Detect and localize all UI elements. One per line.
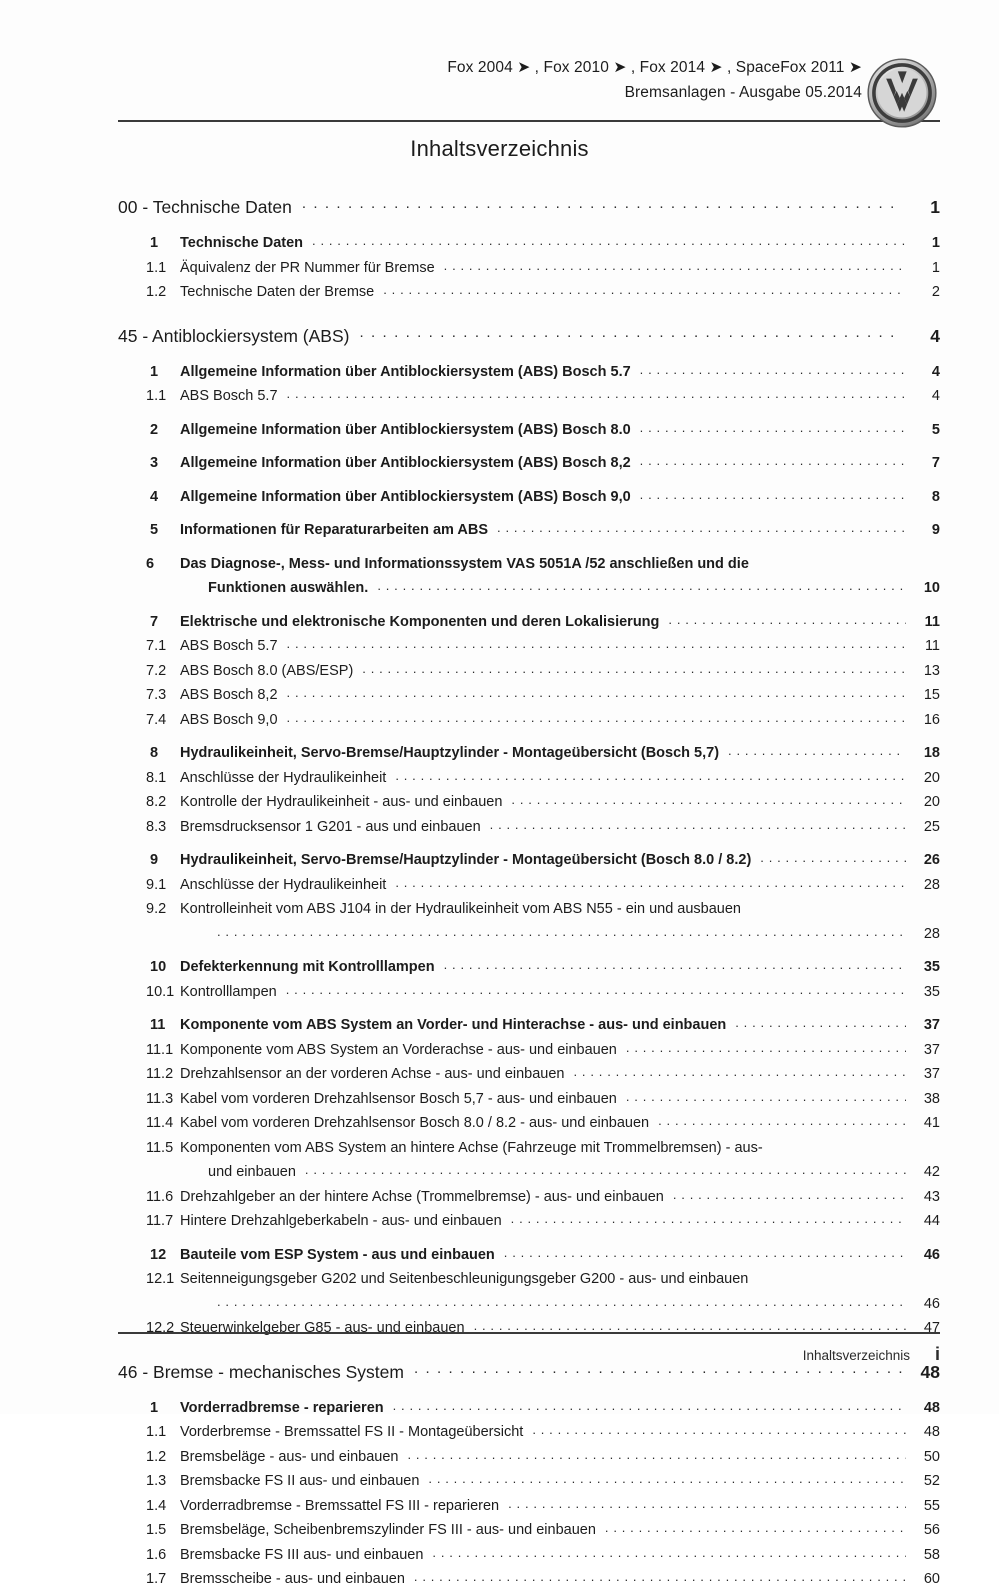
- toc-entry-page: 38: [923, 1090, 940, 1107]
- toc-entry-title: Kontrolllampen: [180, 983, 277, 1000]
- toc-entry-title-cont: Funktionen auswählen.: [208, 580, 369, 596]
- toc-entry-page: 4: [931, 363, 940, 380]
- toc-entry-number: 11.1: [146, 1041, 174, 1058]
- toc-entry-page: 52: [923, 1473, 940, 1489]
- toc-entry-title: Drehzahlsensor an der vorderen Achse - aus- und einbauen: [180, 1066, 565, 1082]
- toc-entry-number: 1: [150, 1399, 159, 1416]
- dot-leader: [305, 1170, 906, 1185]
- dot-leader: [735, 1023, 906, 1038]
- dot-leader: [504, 1253, 906, 1268]
- page-header: [118, 55, 940, 123]
- toc-entry-page: 56: [923, 1522, 940, 1538]
- toc-entry-title: Drehzahlgeber an der hintere Achse (Trommelbremse) - aus- und einbauen: [180, 1188, 664, 1205]
- header-models: Fox 2004 ➤ , Fox 2010 ➤ , Fox 2014 ➤ , SpaceFox 2011 ➤: [447, 59, 862, 76]
- toc-entry-number: 6: [146, 555, 155, 572]
- toc-entry-number: 9.1: [146, 876, 167, 893]
- toc-entry-number: 10.1: [146, 983, 175, 1000]
- toc-entry-number: 1.3: [146, 1473, 167, 1489]
- toc-entry-page: 50: [923, 1448, 940, 1465]
- toc-entry-number: 9.2: [146, 901, 167, 917]
- toc-entry[interactable]: [118, 1087, 940, 1112]
- dot-leader: [428, 1479, 906, 1494]
- toc-entry-number: 11.4: [146, 1115, 174, 1131]
- toc-entry-page: 1: [931, 235, 940, 251]
- toc-entry-page: 13: [923, 662, 940, 679]
- toc-entry-number: 1.1: [146, 259, 167, 276]
- toc-entry-number: 11.6: [146, 1188, 174, 1205]
- dot-leader: [287, 644, 906, 659]
- dot-leader: [287, 693, 906, 708]
- toc-entry[interactable]: [118, 980, 940, 1005]
- toc-entry-number: 1.4: [146, 1497, 167, 1514]
- toc-entry-page: 18: [923, 745, 940, 761]
- toc-entry[interactable]: [118, 1038, 940, 1063]
- toc-entry-number: 1.1: [146, 1424, 167, 1440]
- toc-entry-number: 8: [150, 745, 159, 761]
- dot-leader: [414, 1369, 902, 1387]
- toc-entry-number: 4: [150, 488, 159, 505]
- toc-entry-title: Steuerwinkelgeber G85 - aus- und einbauen: [180, 1320, 465, 1336]
- toc-section-page: 1: [930, 197, 940, 217]
- toc-entry[interactable]: [118, 1445, 940, 1470]
- dot-leader: [377, 586, 906, 601]
- toc-entry[interactable]: [118, 1267, 940, 1316]
- toc-entry-number: 7: [150, 613, 159, 630]
- toc-entry[interactable]: [118, 955, 940, 980]
- toc-entry[interactable]: [118, 256, 940, 281]
- dot-leader: [444, 266, 906, 281]
- toc-entry-page: 11: [924, 638, 940, 654]
- toc-entry-title: Kontrolle der Hydraulikeinheit - aus- und einbauen: [180, 794, 503, 810]
- dot-leader: [362, 669, 906, 684]
- header-model-line: [118, 55, 940, 105]
- toc-entry[interactable]: [118, 1494, 940, 1519]
- dot-leader: [217, 1302, 906, 1317]
- page-title: Inhaltsverzeichnis: [410, 136, 589, 161]
- toc-entry-number: 1.2: [146, 1448, 167, 1465]
- dot-leader: [444, 965, 906, 980]
- footer-divider: [118, 1332, 940, 1334]
- toc-entry-title: Bremsbacke FS II aus- und einbauen: [180, 1473, 420, 1489]
- toc-entry-number: 11.5: [146, 1139, 174, 1156]
- toc-entry-page: 5: [931, 421, 940, 438]
- toc-entry[interactable]: [118, 610, 940, 635]
- toc-entry[interactable]: [118, 634, 940, 659]
- toc-entry-title: Hintere Drehzahlgeberkabeln - aus- und einbauen: [180, 1213, 502, 1229]
- toc-entry-page: 46: [923, 1246, 940, 1263]
- toc-entry[interactable]: [118, 1396, 940, 1421]
- toc-entry-page: 35: [923, 959, 940, 975]
- toc-section-heading[interactable]: [118, 321, 940, 351]
- toc-entry-page: 16: [923, 711, 940, 728]
- toc-entry-number: 12.1: [146, 1271, 175, 1287]
- dot-leader: [302, 205, 902, 223]
- toc-entry-number: 12.2: [146, 1320, 175, 1336]
- toc-entry-page: 11: [924, 613, 940, 630]
- toc-entry[interactable]: [118, 280, 940, 305]
- toc-entry[interactable]: [118, 1567, 940, 1592]
- toc-entry-page: 25: [923, 818, 940, 835]
- table-of-contents: [118, 192, 940, 1592]
- toc-entry-title-cont: und einbauen: [208, 1164, 296, 1180]
- dot-leader: [312, 241, 906, 256]
- toc-entry[interactable]: [118, 485, 940, 510]
- dot-leader: [640, 495, 906, 510]
- toc-section-label: 45 - Antiblockiersystem (ABS): [118, 325, 350, 346]
- toc-entry-title: ABS Bosch 5.7: [180, 388, 278, 404]
- toc-entry-title: ABS Bosch 5.7: [180, 638, 278, 654]
- dot-leader: [490, 825, 906, 840]
- toc-entry-number: 11: [150, 1017, 166, 1033]
- toc-entry-title: Äquivalenz der PR Nummer für Bremse: [180, 259, 435, 276]
- toc-entry-number: 2: [150, 421, 159, 438]
- toc-entry-number: 7.2: [146, 662, 167, 679]
- toc-entry[interactable]: [118, 1136, 940, 1185]
- toc-entry[interactable]: [118, 1185, 940, 1210]
- toc-entry-page: 26: [923, 852, 940, 868]
- toc-entry[interactable]: [118, 708, 940, 733]
- toc-entry[interactable]: [118, 1420, 940, 1445]
- toc-entry-number: 1.1: [146, 388, 167, 404]
- toc-entry-page: 37: [923, 1017, 940, 1033]
- dot-leader: [760, 858, 906, 873]
- toc-entry-number: 3: [150, 455, 159, 471]
- toc-entry-page: 20: [923, 769, 940, 786]
- toc-entry-title: Allgemeine Information über Antiblockiersystem (ABS) Bosch 8,2: [180, 455, 631, 471]
- dot-leader: [217, 932, 906, 947]
- dot-leader: [287, 718, 906, 733]
- toc-entry-page: 9: [931, 522, 940, 538]
- toc-section-page: 48: [920, 1361, 940, 1382]
- toc-entry-title: Bremsbeläge, Scheibenbremszylinder FS III - aus- und einbauen: [180, 1522, 596, 1538]
- toc-section-label: 46 - Bremse - mechanisches System: [118, 1361, 404, 1382]
- toc-entry-title: Technische Daten der Bremse: [180, 284, 375, 300]
- toc-entry-title: Kabel vom vorderen Drehzahlsensor Bosch 5,7 - aus- und einbauen: [180, 1090, 617, 1107]
- header-divider: [118, 120, 940, 122]
- toc-entry-number: 1: [150, 363, 159, 380]
- toc-entry[interactable]: [118, 418, 940, 443]
- toc-entry-number: 1.6: [146, 1546, 167, 1563]
- toc-entry[interactable]: [118, 518, 940, 543]
- toc-entry[interactable]: [118, 1316, 940, 1341]
- toc-entry-title: Elektrische und elektronische Komponenten und deren Lokalisierung: [180, 613, 660, 630]
- toc-entry-page: 48: [923, 1424, 940, 1440]
- toc-entry[interactable]: [118, 360, 940, 385]
- toc-entry-number: 12: [150, 1246, 167, 1263]
- toc-entry-title: Anschlüsse der Hydraulikeinheit: [180, 876, 387, 893]
- toc-entry-title: Kontrolleinheit vom ABS J104 in der Hydraulikeinheit vom ABS N55 - ein und ausbauen: [180, 901, 741, 917]
- toc-entry-title: Bremsbeläge - aus- und einbauen: [180, 1448, 399, 1465]
- footer-label: Inhaltsverzeichnis: [802, 1348, 910, 1363]
- dot-leader: [286, 990, 906, 1005]
- toc-entry-page: 7: [931, 455, 940, 471]
- toc-entry-title: Bremsdrucksensor 1 G201 - aus und einbauen: [180, 818, 481, 835]
- toc-entry-page: 46: [923, 1295, 940, 1312]
- dot-leader: [432, 1553, 906, 1568]
- toc-entry-title: ABS Bosch 8,2: [180, 687, 278, 703]
- dot-leader: [574, 1072, 907, 1087]
- toc-entry-page: 47: [923, 1320, 940, 1336]
- dot-leader: [728, 751, 906, 766]
- toc-entry[interactable]: [118, 897, 940, 946]
- toc-entry-page: 1: [931, 259, 940, 276]
- dot-leader: [395, 883, 906, 898]
- toc-entry[interactable]: [118, 231, 940, 256]
- toc-entry-page: 8: [931, 488, 940, 505]
- toc-entry[interactable]: [118, 384, 940, 409]
- toc-entry[interactable]: [118, 659, 940, 684]
- toc-entry-page: 35: [923, 983, 940, 1000]
- toc-entry-page: 10: [923, 580, 940, 596]
- toc-entry-number: 1: [150, 235, 159, 251]
- toc-entry[interactable]: [118, 1209, 940, 1234]
- toc-entry-title: ABS Bosch 8.0 (ABS/ESP): [180, 662, 354, 679]
- toc-entry[interactable]: [118, 1243, 940, 1268]
- dot-leader: [626, 1048, 906, 1063]
- toc-entry-page: 60: [923, 1571, 940, 1587]
- dot-leader: [640, 461, 906, 476]
- page-footer: [118, 1344, 940, 1365]
- toc-entry-number: 11.2: [146, 1066, 174, 1082]
- toc-entry-page: 55: [923, 1497, 940, 1514]
- toc-entry-title: Anschlüsse der Hydraulikeinheit: [180, 769, 387, 786]
- toc-entry-number: 9: [150, 852, 159, 868]
- toc-entry-number: 1.5: [146, 1522, 167, 1538]
- toc-entry-page: 37: [923, 1041, 940, 1058]
- toc-entry-number: 10: [150, 959, 167, 975]
- dot-leader: [511, 1219, 906, 1234]
- toc-entry-title: Seitenneigungsgeber G202 und Seitenbeschleunigungsgeber G200 - aus- und einbauen: [180, 1271, 749, 1287]
- dot-leader: [668, 620, 906, 635]
- toc-entry[interactable]: [118, 741, 940, 766]
- toc-entry-title: Allgemeine Information über Antiblockiersystem (ABS) Bosch 8.0: [180, 421, 631, 438]
- toc-entry[interactable]: [118, 1013, 940, 1038]
- dot-leader: [395, 776, 906, 791]
- toc-entry-page: 44: [923, 1213, 940, 1229]
- toc-entry-number: 11.7: [146, 1213, 174, 1229]
- toc-entry-page: 37: [923, 1066, 940, 1082]
- toc-entry-page: 15: [923, 687, 940, 703]
- toc-section-label: 00 - Technische Daten: [118, 197, 292, 217]
- toc-entry[interactable]: [118, 451, 940, 476]
- dot-leader: [640, 428, 906, 443]
- toc-entry-title: Allgemeine Information über Antiblockiersystem (ABS) Bosch 9,0: [180, 488, 631, 505]
- toc-entry-title: Bremsscheibe - aus- und einbauen: [180, 1571, 405, 1587]
- toc-entry[interactable]: [118, 766, 940, 791]
- toc-entry-number: 1.7: [146, 1571, 167, 1587]
- toc-entry-title: Bremsbacke FS III aus- und einbauen: [180, 1546, 424, 1563]
- toc-entry-page: 58: [923, 1546, 940, 1563]
- toc-entry-page: 42: [923, 1164, 940, 1180]
- toc-entry[interactable]: [118, 552, 940, 601]
- toc-entry-page: 41: [923, 1115, 940, 1131]
- dot-leader: [407, 1455, 906, 1470]
- toc-entry-title: ABS Bosch 9,0: [180, 711, 278, 728]
- dot-leader: [497, 528, 906, 543]
- toc-entry-title: Kabel vom vorderen Drehzahlsensor Bosch 8.0 / 8.2 - aus- und einbauen: [180, 1115, 650, 1131]
- dot-leader: [658, 1121, 906, 1136]
- toc-section-page: 4: [930, 325, 940, 346]
- toc-entry[interactable]: [118, 1543, 940, 1568]
- toc-entry-title: Technische Daten: [180, 235, 304, 251]
- toc-entry[interactable]: [118, 1111, 940, 1136]
- toc-entry-title: Komponenten vom ABS System an hintere Achse (Fahrzeuge mit Trommelbremsen) - aus-: [180, 1139, 763, 1156]
- toc-entry-page: 48: [923, 1399, 940, 1416]
- toc-entry-title: Hydraulikeinheit, Servo-Bremse/Hauptzylinder - Montageübersicht (Bosch 5,7): [180, 745, 720, 761]
- toc-entry-title: Hydraulikeinheit, Servo-Bremse/Hauptzylinder - Montageübersicht (Bosch 8.0 / 8.2): [180, 852, 752, 868]
- dot-leader: [508, 1504, 906, 1519]
- toc-entry-number: 8.1: [146, 769, 167, 786]
- toc-entry-number: 1.2: [146, 284, 167, 300]
- toc-entry-title: Das Diagnose-, Mess- und Informationssystem VAS 5051A /52 anschließen und die: [180, 555, 749, 572]
- toc-entry-page: 28: [923, 876, 940, 893]
- toc-entry-title: Informationen für Reparaturarbeiten am ABS: [180, 522, 489, 538]
- toc-entry-page: 4: [931, 388, 940, 404]
- dot-leader: [626, 1097, 906, 1112]
- toc-entry[interactable]: [118, 848, 940, 873]
- dot-leader: [511, 800, 906, 815]
- dot-leader: [359, 333, 902, 351]
- toc-entry[interactable]: [118, 683, 940, 708]
- toc-entry-number: 8.2: [146, 794, 167, 810]
- toc-entry-number: 11.3: [146, 1090, 174, 1107]
- toc-entry-title: Vorderradbremse - reparieren: [180, 1399, 384, 1416]
- header-subtitle: Bremsanlagen - Ausgabe 05.2014: [624, 84, 862, 101]
- dot-leader: [414, 1577, 906, 1592]
- toc-entry-page: 20: [923, 794, 940, 810]
- toc-entry[interactable]: [118, 790, 940, 815]
- toc-entry[interactable]: [118, 815, 940, 840]
- toc-entry-page: 28: [923, 925, 940, 942]
- toc-entry[interactable]: [118, 1062, 940, 1087]
- toc-entry-number: 8.3: [146, 818, 167, 835]
- toc-entry-title: Bauteile vom ESP System - aus und einbauen: [180, 1246, 495, 1263]
- toc-entry-title: Komponente vom ABS System an Vorderachse - aus- und einbauen: [180, 1041, 617, 1058]
- toc-entry-page: 43: [923, 1188, 940, 1205]
- toc-entry-number: 7.1: [146, 638, 167, 654]
- toc-entry[interactable]: [118, 1469, 940, 1494]
- vw-logo: [866, 57, 938, 129]
- toc-section-heading[interactable]: [118, 192, 940, 222]
- dot-leader: [287, 394, 906, 409]
- toc-entry-number: 5: [150, 522, 159, 538]
- toc-entry-number: 7.4: [146, 711, 167, 728]
- dot-leader: [605, 1528, 906, 1543]
- footer-page-number: i: [934, 1344, 940, 1364]
- dot-leader: [673, 1195, 906, 1210]
- toc-entry[interactable]: [118, 873, 940, 898]
- dot-leader: [532, 1430, 906, 1445]
- dot-leader: [383, 290, 906, 305]
- toc-entry-title: Allgemeine Information über Antiblockiersystem (ABS) Bosch 5.7: [180, 363, 631, 380]
- toc-entry-title: Defekterkennung mit Kontrolllampen: [180, 959, 435, 975]
- toc-entry[interactable]: [118, 1518, 940, 1543]
- toc-entry-number: 7.3: [146, 687, 167, 703]
- toc-entry-title: Vorderbremse - Bremssattel FS II - Montageübersicht: [180, 1424, 524, 1440]
- toc-entry-page: 2: [931, 284, 940, 300]
- dot-leader: [640, 370, 906, 385]
- dot-leader: [393, 1406, 906, 1421]
- toc-entry-title: Komponente vom ABS System an Vorder- und Hinterachse - aus- und einbauen: [180, 1017, 727, 1033]
- toc-entry-title: Vorderradbremse - Bremssattel FS III - reparieren: [180, 1497, 500, 1514]
